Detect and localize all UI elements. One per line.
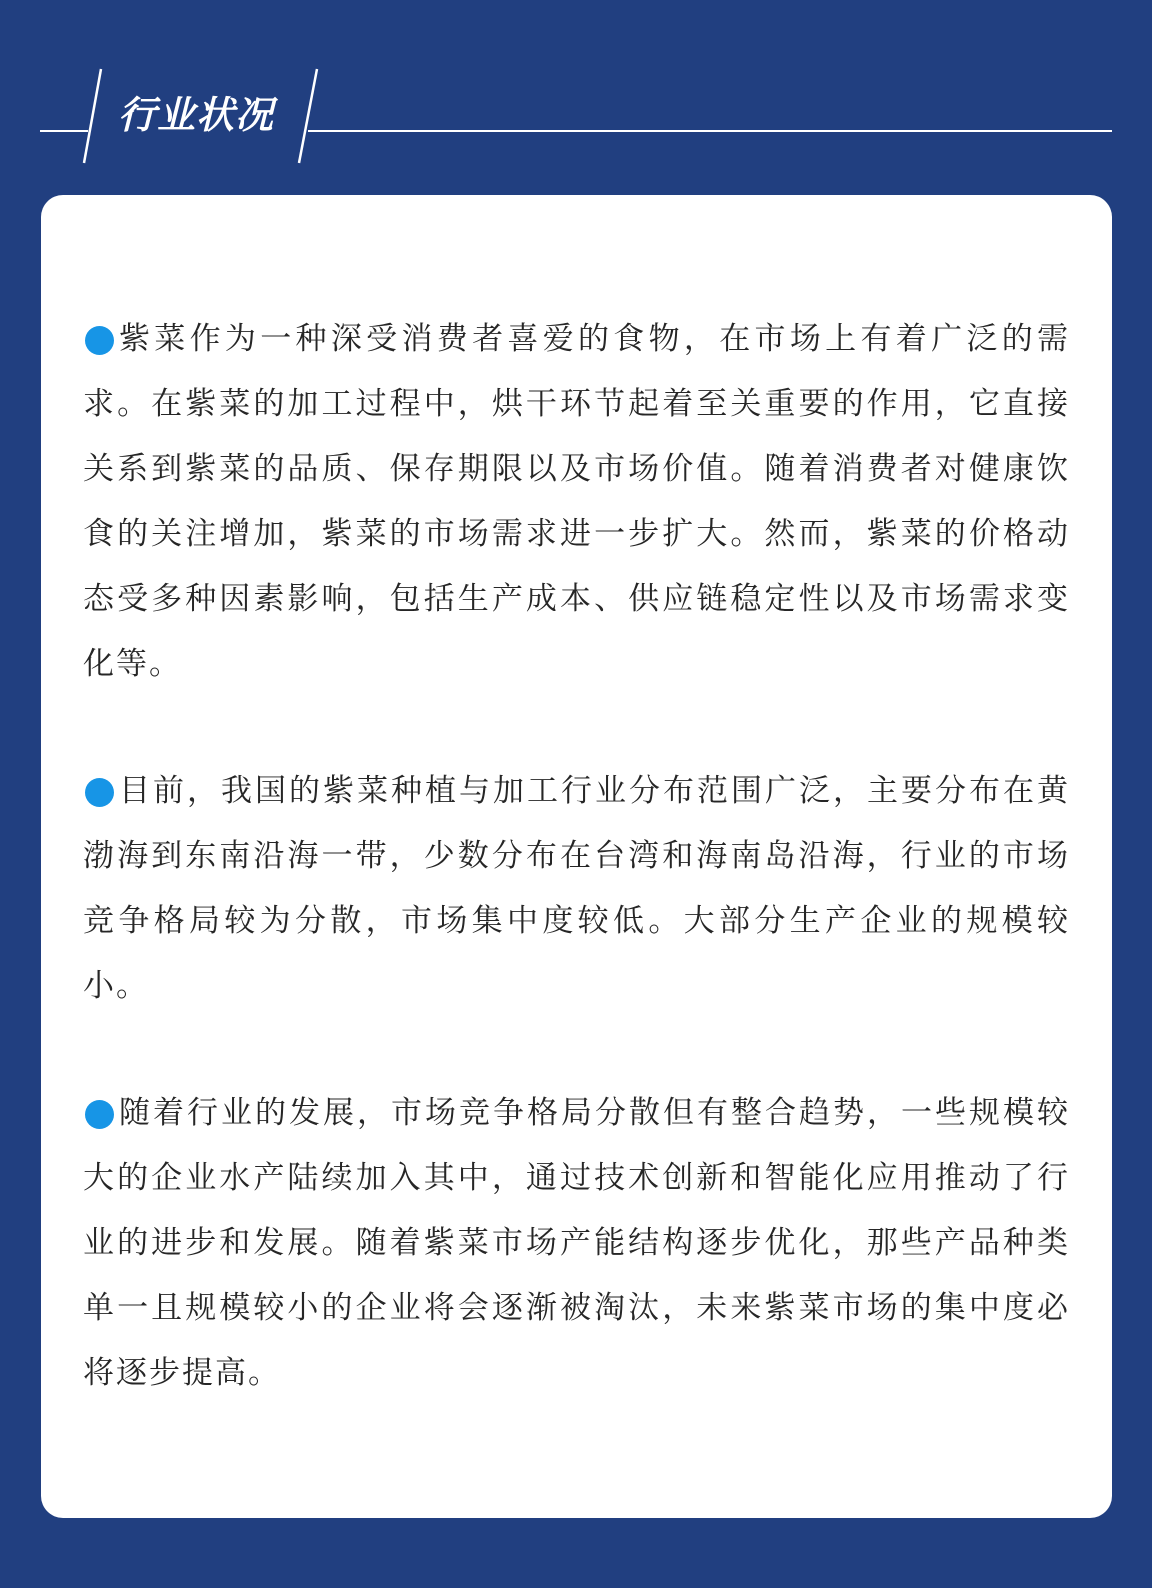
paragraph-3-text: 随着行业的发展，市场竞争格局分散但有整合趋势，一些规模较大的企业水产陆续加入其中，通过技术创新和智能化应用推动了行业的进步和发展。随着紫菜市场产能结构逐步优化，那些产品种类单一且规模较小的企业将会逐渐被淘汰，未来紫菜市场的集中度必将逐步提高。	[83, 1095, 1070, 1391]
content-card	[41, 195, 1112, 1518]
paragraph-1	[83, 307, 1070, 697]
paragraph-3	[83, 1081, 1070, 1406]
bullet-dot-icon	[85, 1100, 114, 1129]
paragraph-1-text: 紫菜作为一种深受消费者喜爱的食物，在市场上有着广泛的需求。在紫菜的加工过程中，烘干环节起着至关重要的作用，它直接关系到紫菜的品质、保存期限以及市场价值。随着消费者对健康饮食的关注增加，紫菜的市场需求进一步扩大。然而，紫菜的价格动态受多种因素影响，包括生产成本、供应链稳定性以及市场需求变化等。	[83, 321, 1070, 682]
paragraph-2	[83, 759, 1070, 1019]
bullet-dot-icon	[85, 326, 114, 355]
section-title: 行业状况	[118, 93, 275, 137]
header-slash-left	[84, 69, 101, 163]
header-slash-right	[299, 69, 317, 163]
paragraph-2-text: 目前，我国的紫菜种植与加工行业分布范围广泛，主要分布在黄渤海到东南沿海一带，少数分布在台湾和海南岛沿海，行业的市场竞争格局较为分散，市场集中度较低。大部分生产企业的规模较小。	[83, 773, 1070, 1004]
bullet-dot-icon	[85, 778, 114, 807]
section-header	[0, 0, 1152, 190]
